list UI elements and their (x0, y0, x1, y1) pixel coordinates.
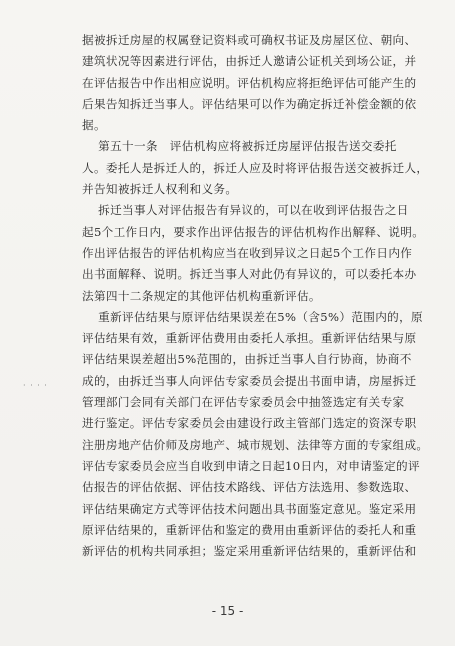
text-line: 估报告的评估依据、评估技术路线、评估方法选用、参数选取、 (82, 480, 417, 495)
text-line: 评估结果误差超出5%范围的，由拆迁当事人自行协商，协商不 (82, 352, 412, 367)
text-line: 评估专家委员会应当自收到申请之日起10日内，对申请鉴定的评 (82, 458, 420, 473)
text-line: 出书面解释、说明。拆迁当事人对此仍有异议的，可以委托本办 (82, 267, 417, 282)
text-line: 拆迁当事人对评估报告有异议的，可以在收到评估报告之日 (82, 203, 409, 218)
text-line: 管理部门会同有关部门在评估专家委员会中抽签选定有关专家 (82, 395, 405, 410)
text-line: 进行鉴定。评估专家委员会由建设行政主管部门选定的资深专职 (82, 416, 417, 431)
text-line: 并告知被拆迁人权利和义务。 (82, 182, 238, 197)
article-51-heading-line: 第五十一条 评估机构应将被拆迁房屋评估报告送交委托 (82, 139, 397, 154)
text-line: 成的，由拆迁当事人向评估专家委员会提出书面申请，房屋拆迁 (82, 373, 417, 388)
text-line: 重新评估结果与原评估结果误差在5%（含5%）范围内的，原 (82, 309, 423, 324)
text-line: 起5个工作日内，要求作出评估报告的评估机构作出解释、说明。 (82, 224, 425, 239)
body-text (82, 30, 429, 562)
text-line: 建筑状况等因素进行评估，由拆迁人邀请公证机关到场公证，并 (82, 54, 417, 69)
text-line: 据被拆迁房屋的权属登记资料或可确权书证及房屋区位、朝向、 (82, 33, 417, 47)
text-line: 评估结果有效，重新评估费用由委托人承担。重新评估结果与原 (82, 331, 417, 346)
binding-mark: · · · · (23, 381, 48, 390)
page-number: - 15 - (211, 604, 244, 618)
text-line: 新评估的机构共同承担；鉴定采用重新评估结果的，重新评估和 (82, 544, 417, 559)
text-line: 原评估结果的，重新评估和鉴定的费用由重新评估的委托人和重 (82, 522, 417, 537)
text-line: 评估结果确定方式等评估技术问题出具书面鉴定意见。鉴定采用 (82, 501, 417, 516)
text-line: 注册房地产估价师及房地产、城市规划、法律等方面的专家组成。 (82, 437, 429, 452)
text-line: 作出评估报告的评估机构应当在收到异议之日起5个工作日内作 (82, 245, 413, 260)
text-line: 在评估报告中作出相应说明。评估机构应将拒绝评估可能产生的 (82, 75, 417, 90)
text-line: 法第四十二条规定的其他评估机构重新评估。 (82, 288, 321, 303)
text-line: 据。 (82, 118, 106, 133)
text-line: 后果告知拆迁当事人。评估结果可以作为确定拆迁补偿金额的依 (82, 96, 417, 111)
text-line: 人。委托人是拆迁人的，拆迁人应及时将评估报告送交被拆迁人， (82, 160, 429, 175)
